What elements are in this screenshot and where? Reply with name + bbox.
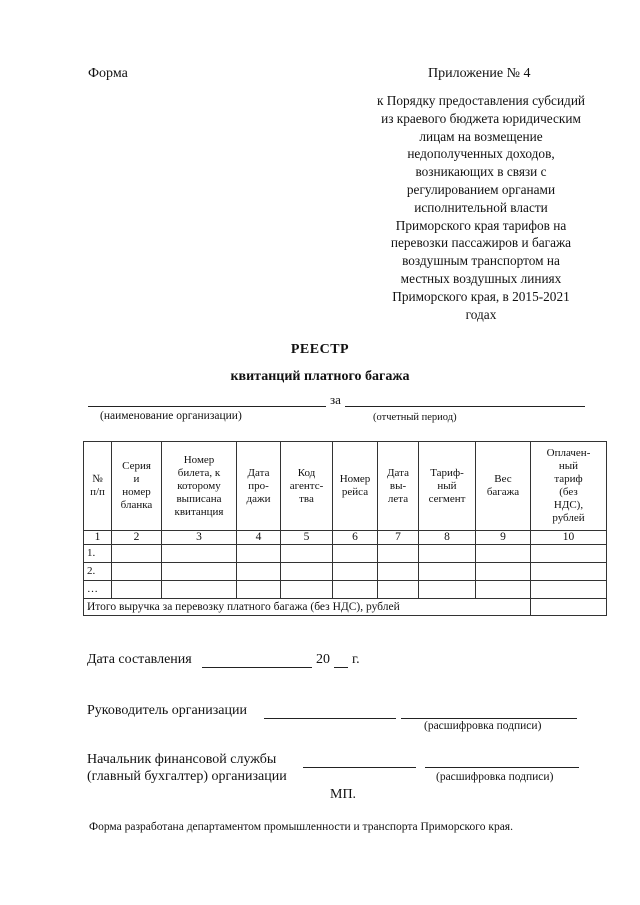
financial-signature-line bbox=[303, 767, 416, 768]
period-prefix: за bbox=[330, 392, 341, 407]
head-name-line bbox=[401, 718, 577, 719]
document-title: РЕЕСТР bbox=[290, 342, 350, 357]
year-prefix: 20 bbox=[316, 652, 330, 667]
table-row bbox=[84, 563, 607, 581]
head-decode-caption: (расшифровка подписи) bbox=[424, 720, 542, 732]
table-cell bbox=[476, 563, 531, 581]
compilation-date-line bbox=[202, 667, 312, 668]
header-cell: Оплачен- ный тариф (без НДС), рублей bbox=[531, 442, 607, 531]
column-number: 6 bbox=[333, 531, 378, 545]
row-number: 1. bbox=[84, 545, 112, 563]
period-caption: (отчетный период) bbox=[373, 412, 457, 423]
header-cell: Серия и номер бланка bbox=[112, 442, 162, 531]
registry-table bbox=[83, 441, 607, 616]
footer-note: Форма разработана департаментом промышленности и транспорта Приморского края. bbox=[89, 821, 513, 833]
table-cell bbox=[476, 581, 531, 599]
table-cell bbox=[333, 563, 378, 581]
column-number: 8 bbox=[419, 531, 476, 545]
financial-name-line bbox=[425, 767, 579, 768]
column-number: 7 bbox=[378, 531, 419, 545]
table-cell bbox=[531, 545, 607, 563]
year-line bbox=[334, 667, 348, 668]
table-cell bbox=[112, 563, 162, 581]
header-cell: Дата вы- лета bbox=[378, 442, 419, 531]
header-cell: Номер билета, к которому выписана квитанция bbox=[162, 442, 237, 531]
table-row bbox=[84, 581, 607, 599]
reporting-period-line bbox=[345, 406, 585, 407]
row-number: … bbox=[84, 581, 112, 599]
header-cell: Вес багажа bbox=[476, 442, 531, 531]
table-cell bbox=[112, 581, 162, 599]
table-cell bbox=[237, 563, 281, 581]
table-cell bbox=[162, 581, 237, 599]
header-cell: Код агентс- тва bbox=[281, 442, 333, 531]
column-number: 9 bbox=[476, 531, 531, 545]
table-cell bbox=[333, 545, 378, 563]
appendix-label: Приложение № 4 bbox=[428, 66, 531, 81]
table-cell bbox=[419, 563, 476, 581]
table-cell bbox=[281, 563, 333, 581]
row-number: 2. bbox=[84, 563, 112, 581]
head-of-organization-label: Руководитель организации bbox=[87, 703, 247, 718]
table-cell bbox=[378, 545, 419, 563]
organization-name-line bbox=[88, 406, 326, 407]
total-value-cell bbox=[531, 599, 607, 616]
column-number: 10 bbox=[531, 531, 607, 545]
table-cell bbox=[419, 581, 476, 599]
table-cell bbox=[162, 545, 237, 563]
year-suffix: г. bbox=[352, 652, 360, 667]
table-cell bbox=[419, 545, 476, 563]
column-number: 4 bbox=[237, 531, 281, 545]
header-cell: Дата про- дажи bbox=[237, 442, 281, 531]
financial-decode-caption: (расшифровка подписи) bbox=[436, 771, 554, 783]
form-label: Форма bbox=[88, 66, 128, 81]
header-cell: № п/п bbox=[84, 442, 112, 531]
column-number: 5 bbox=[281, 531, 333, 545]
column-number: 1 bbox=[84, 531, 112, 545]
header-cell: Тариф- ный сегмент bbox=[419, 442, 476, 531]
table-cell bbox=[531, 563, 607, 581]
total-label: Итого выручка за перевозку платного багажа (без НДС), рублей bbox=[84, 599, 531, 616]
table-cell bbox=[531, 581, 607, 599]
organization-caption: (наименование организации) bbox=[100, 410, 242, 422]
total-row bbox=[84, 599, 607, 616]
document-subtitle: квитанций платного багажа bbox=[230, 369, 410, 384]
table-header-row bbox=[84, 442, 607, 531]
compilation-date-label: Дата составления bbox=[87, 652, 192, 667]
chief-accountant-label: (главный бухгалтер) организации bbox=[87, 769, 287, 784]
table-cell bbox=[378, 581, 419, 599]
column-number: 2 bbox=[112, 531, 162, 545]
table-cell bbox=[378, 563, 419, 581]
column-number-row bbox=[84, 531, 607, 545]
table-cell bbox=[237, 581, 281, 599]
head-signature-line bbox=[264, 718, 396, 719]
table-cell bbox=[281, 581, 333, 599]
column-number: 3 bbox=[162, 531, 237, 545]
financial-head-label: Начальник финансовой службы bbox=[87, 752, 277, 767]
table-cell bbox=[112, 545, 162, 563]
table-cell bbox=[333, 581, 378, 599]
table-cell bbox=[281, 545, 333, 563]
stamp-placeholder: МП. bbox=[330, 787, 357, 802]
table-cell bbox=[476, 545, 531, 563]
table-cell bbox=[162, 563, 237, 581]
header-cell: Номер рейса bbox=[333, 442, 378, 531]
table-row bbox=[84, 545, 607, 563]
table-cell bbox=[237, 545, 281, 563]
appendix-text: к Порядку предоставления субсидий из краевого бюджета юридическим лицам на возмещение недополученных доходов, возникающих в связи с регулированием органами исполнительной власти Приморского края тарифов на перевозки пассажиров и багажа воздушным транспортом на местных воздушных линиях Приморского края, в 2015-2021 годах bbox=[376, 93, 586, 322]
